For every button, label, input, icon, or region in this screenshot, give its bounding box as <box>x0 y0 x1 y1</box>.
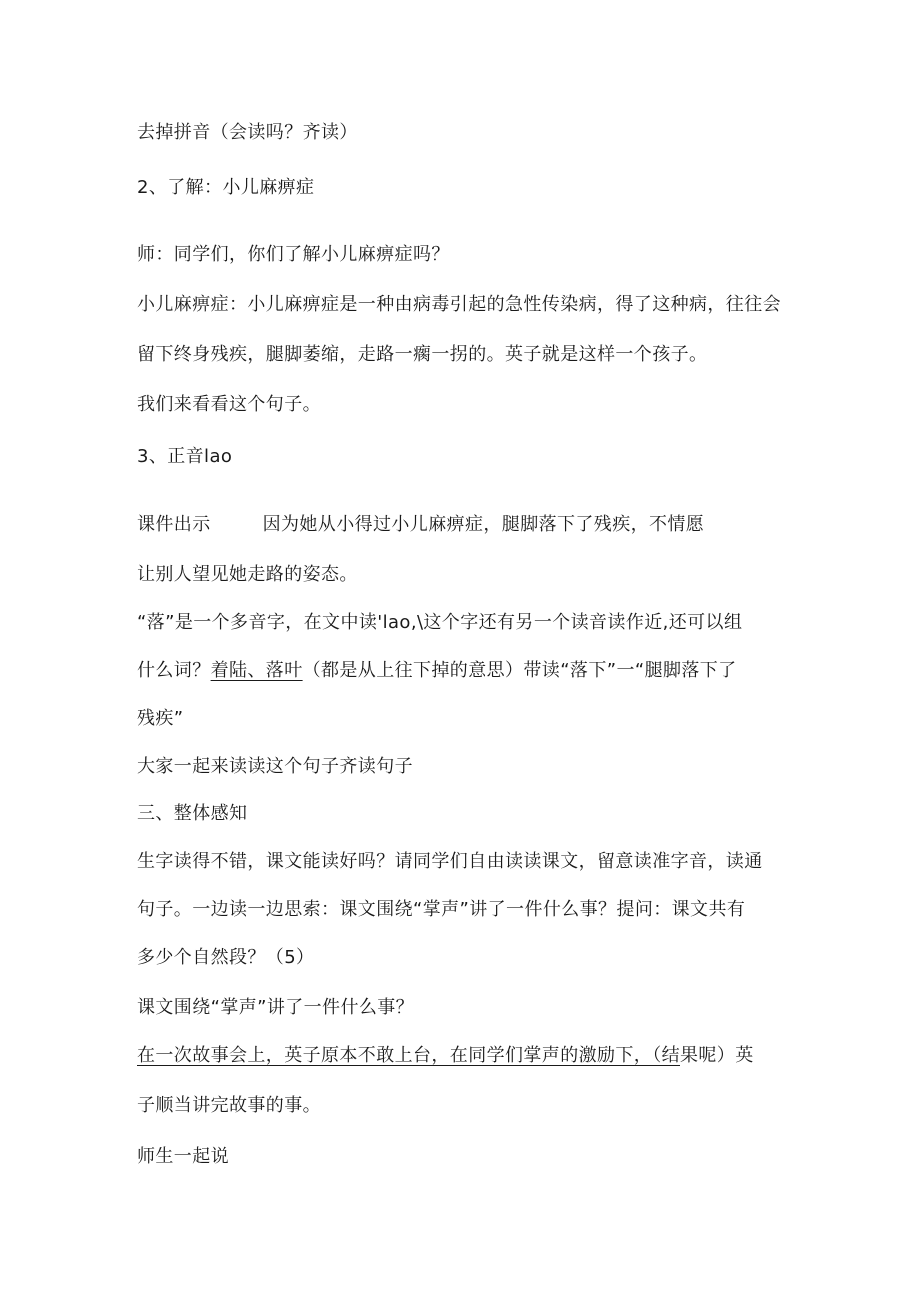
text-line: 句子。一边读一边思索：课文围绕“掌声”讲了一件什么事？提问：课文共有 <box>137 899 746 920</box>
section-heading: 3、正音lao <box>137 446 233 467</box>
section-heading: 2、了解：小儿麻痹症 <box>137 177 315 198</box>
text-line: 多少个自然段？（5） <box>137 947 315 968</box>
text-line <box>137 659 737 683</box>
text-line: 我们来看看这个句子。 <box>137 394 321 415</box>
text-fragment: （都是从上往下掉的意思）带读“落下”一“腿脚落下了 <box>302 660 737 681</box>
example-sentence: 因为她从小得过小儿麻痹症，腿脚落下了残疾，不情愿 <box>262 514 705 535</box>
section-heading: 三、整体感知 <box>137 803 248 824</box>
text-line <box>137 1044 754 1068</box>
text-line: 子顺当讲完故事的事。 <box>137 1095 321 1116</box>
text-line: 残疾” <box>137 708 184 729</box>
text-line: 生字读得不错，课文能读好吗？请同学们自由读读课文，留意读准字音，读通 <box>137 851 763 872</box>
underlined-answer: 在一次故事会上，英子原本不敢上台，在同学们掌声的激励下，（结 <box>137 1045 680 1066</box>
text-line: 课文围绕“掌声”讲了一件什么事？ <box>137 997 415 1018</box>
text-line: 小儿麻痹症：小儿麻痹症是一种由病毒引起的急性传染病，得了这种病，往往会 <box>137 294 781 315</box>
text-line <box>137 513 704 537</box>
text-line: 去掉拼音（会读吗？齐读） <box>137 122 358 143</box>
text-line: 师：同学们，你们了解小儿麻痹症吗？ <box>137 244 450 265</box>
text-fragment: 果呢）英 <box>680 1045 754 1066</box>
underlined-words: 着陆、落叶 <box>210 660 303 681</box>
slide-label: 课件出示 <box>137 514 211 535</box>
text-line: 让别人望见她走路的姿态。 <box>137 564 358 585</box>
text-line: 大家一起来读读这个句子齐读句子 <box>137 756 413 777</box>
text-line: 留下终身残疾，腿脚萎缩，走路一瘸一拐的。英子就是这样一个孩子。 <box>137 344 708 365</box>
text-line: “落”是一个多音字，在文中读'lao,\这个字还有另一个读音读作近,还可以组 <box>137 612 743 633</box>
text-line: 师生一起说 <box>137 1146 229 1167</box>
text-fragment: 什么词？ <box>137 660 211 681</box>
